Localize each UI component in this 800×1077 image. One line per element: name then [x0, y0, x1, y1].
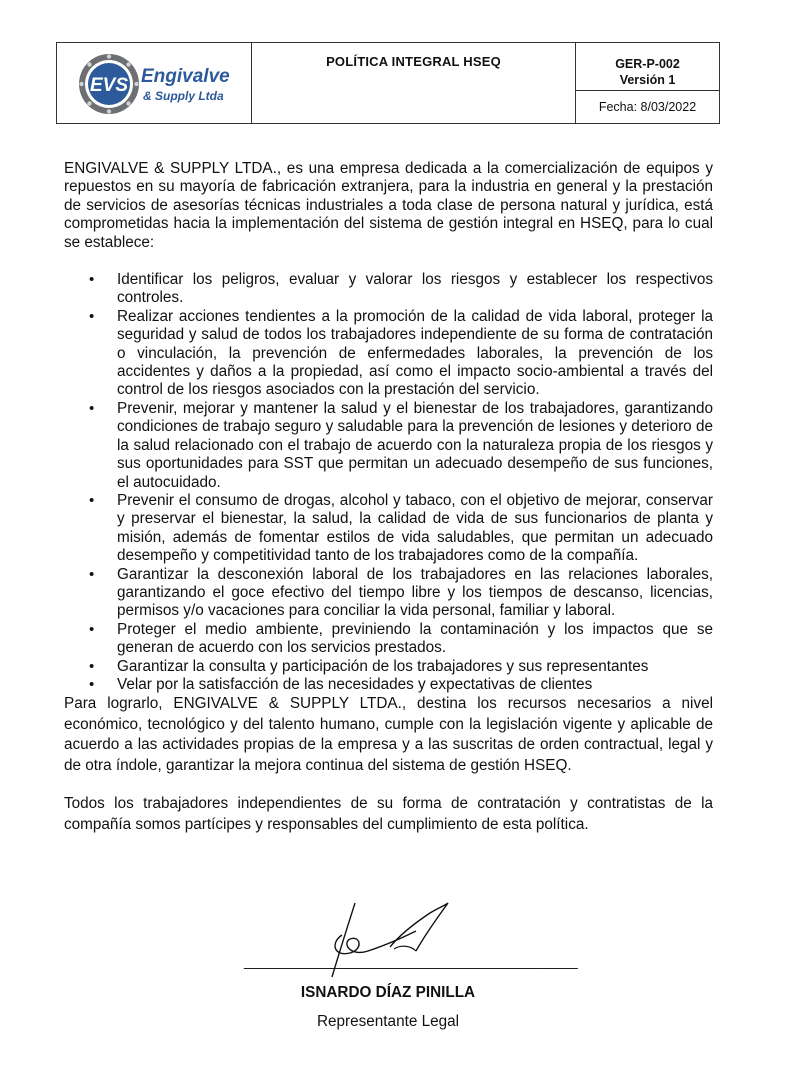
document-header — [56, 42, 720, 124]
logo-cell — [57, 43, 252, 123]
list-item: • Identificar los peligros, evaluar y valorar los riesgos y establecer los respectivos controles. — [64, 271, 713, 308]
list-item: • Proteger el medio ambiente, previniendo la contaminación y los impactos que se generan de acuerdo con los servicios prestados. — [64, 621, 713, 658]
document-code: GER-P-002 — [615, 57, 680, 71]
svg-text:& Supply Ltda: & Supply Ltda — [143, 89, 224, 103]
policy-list — [64, 271, 713, 694]
list-item: • Prevenir, mejorar y mantener la salud y el bienestar de los trabajadores, garantizando condiciones de trabajo seguro y saludable para la prevención de lesiones y deterioro de la salud relacionado con el trabajo de acuerdo con la naturaleza propia de los riesgos y sus oportunidades para SST que permitan un adecuado desempeño de sus funciones, el autocuidado. — [64, 400, 713, 492]
list-item: • Prevenir el consumo de drogas, alcohol y tabaco, con el objetivo de mejorar, conservar y preservar el bienestar, la salud, la calidad de vida de sus funcionarios de planta y misión, además de fomentar estilos de vida saludables, que permitan un adecuado desempeño y competitividad tanto de los trabajadores como de la compañía. — [64, 492, 713, 566]
document-date: Fecha: 8/03/2022 — [598, 100, 697, 114]
code-cell — [576, 43, 719, 91]
document-title: POLÍTICA INTEGRAL HSEQ — [326, 54, 501, 69]
signature-line: ________________________________________ — [244, 953, 578, 970]
list-item: • Realizar acciones tendientes a la promoción de la calidad de vida laboral, proteger la seguridad y salud de todos los trabajadores independiente de su forma de contratación o vinculación, la prevención de enfermedades laborales, la prevención de los accidentes y daños a la propiedad, así como el impacto socio-ambiental a través del control de los riesgos asociados con la prestación del servicio. — [64, 308, 713, 400]
final-paragraph: Todos los trabajadores independientes de su forma de contratación y contratistas de la compañía somos partícipes y responsables del cumplimiento de esta política. — [64, 795, 713, 833]
title-cell — [252, 43, 576, 123]
list-item: • Garantizar la desconexión laboral de los trabajadores en las relaciones laborales, garantizando el goce efectivo del tiempo libre y los tiempos de descanso, licencias, permisos y/o vacaciones para conciliar la vida personal, familiar y laboral. — [64, 566, 713, 621]
document-version: Versión 1 — [619, 73, 676, 87]
handwritten-signature — [320, 895, 470, 985]
intro-paragraph: ENGIVALVE & SUPPLY LTDA., es una empresa dedicada a la comercialización de equipos y repuestos en su mayoría de fabricación extranjera, para la industria en general y la prestación de servicios de asesorías técnicas industriales a toda clase de persona natural y jurídica, está comprometidas hacia la implementación del sistema de gestión integral en HSEQ, para lo cual se establece: — [64, 160, 713, 251]
signatory-name: ISNARDO DÍAZ PINILLA — [300, 984, 476, 1001]
closing-paragraph: Para lograrlo, ENGIVALVE & SUPPLY LTDA., destina los recursos necesarios a nivel económico, tecnológico y del talento humano, cumple con la legislación vigente y aplicable de acuerdo a las actividades propias de la empresa y a las suscritas de orden contractual, legal y de otra índole, garantizar la mejora continua del sistema de gestión HSEQ. — [64, 695, 713, 774]
list-item: • Velar por la satisfacción de las necesidades y expectativas de clientes — [64, 676, 713, 694]
svg-text:Engivalve: Engivalve — [141, 66, 230, 87]
policy-body — [64, 160, 713, 835]
company-logo — [77, 52, 237, 116]
signatory-role: Representante Legal — [316, 1013, 460, 1030]
list-item: • Garantizar la consulta y participación de los trabajadores y sus representantes — [64, 658, 713, 676]
svg-text:EVS: EVS — [89, 75, 129, 96]
